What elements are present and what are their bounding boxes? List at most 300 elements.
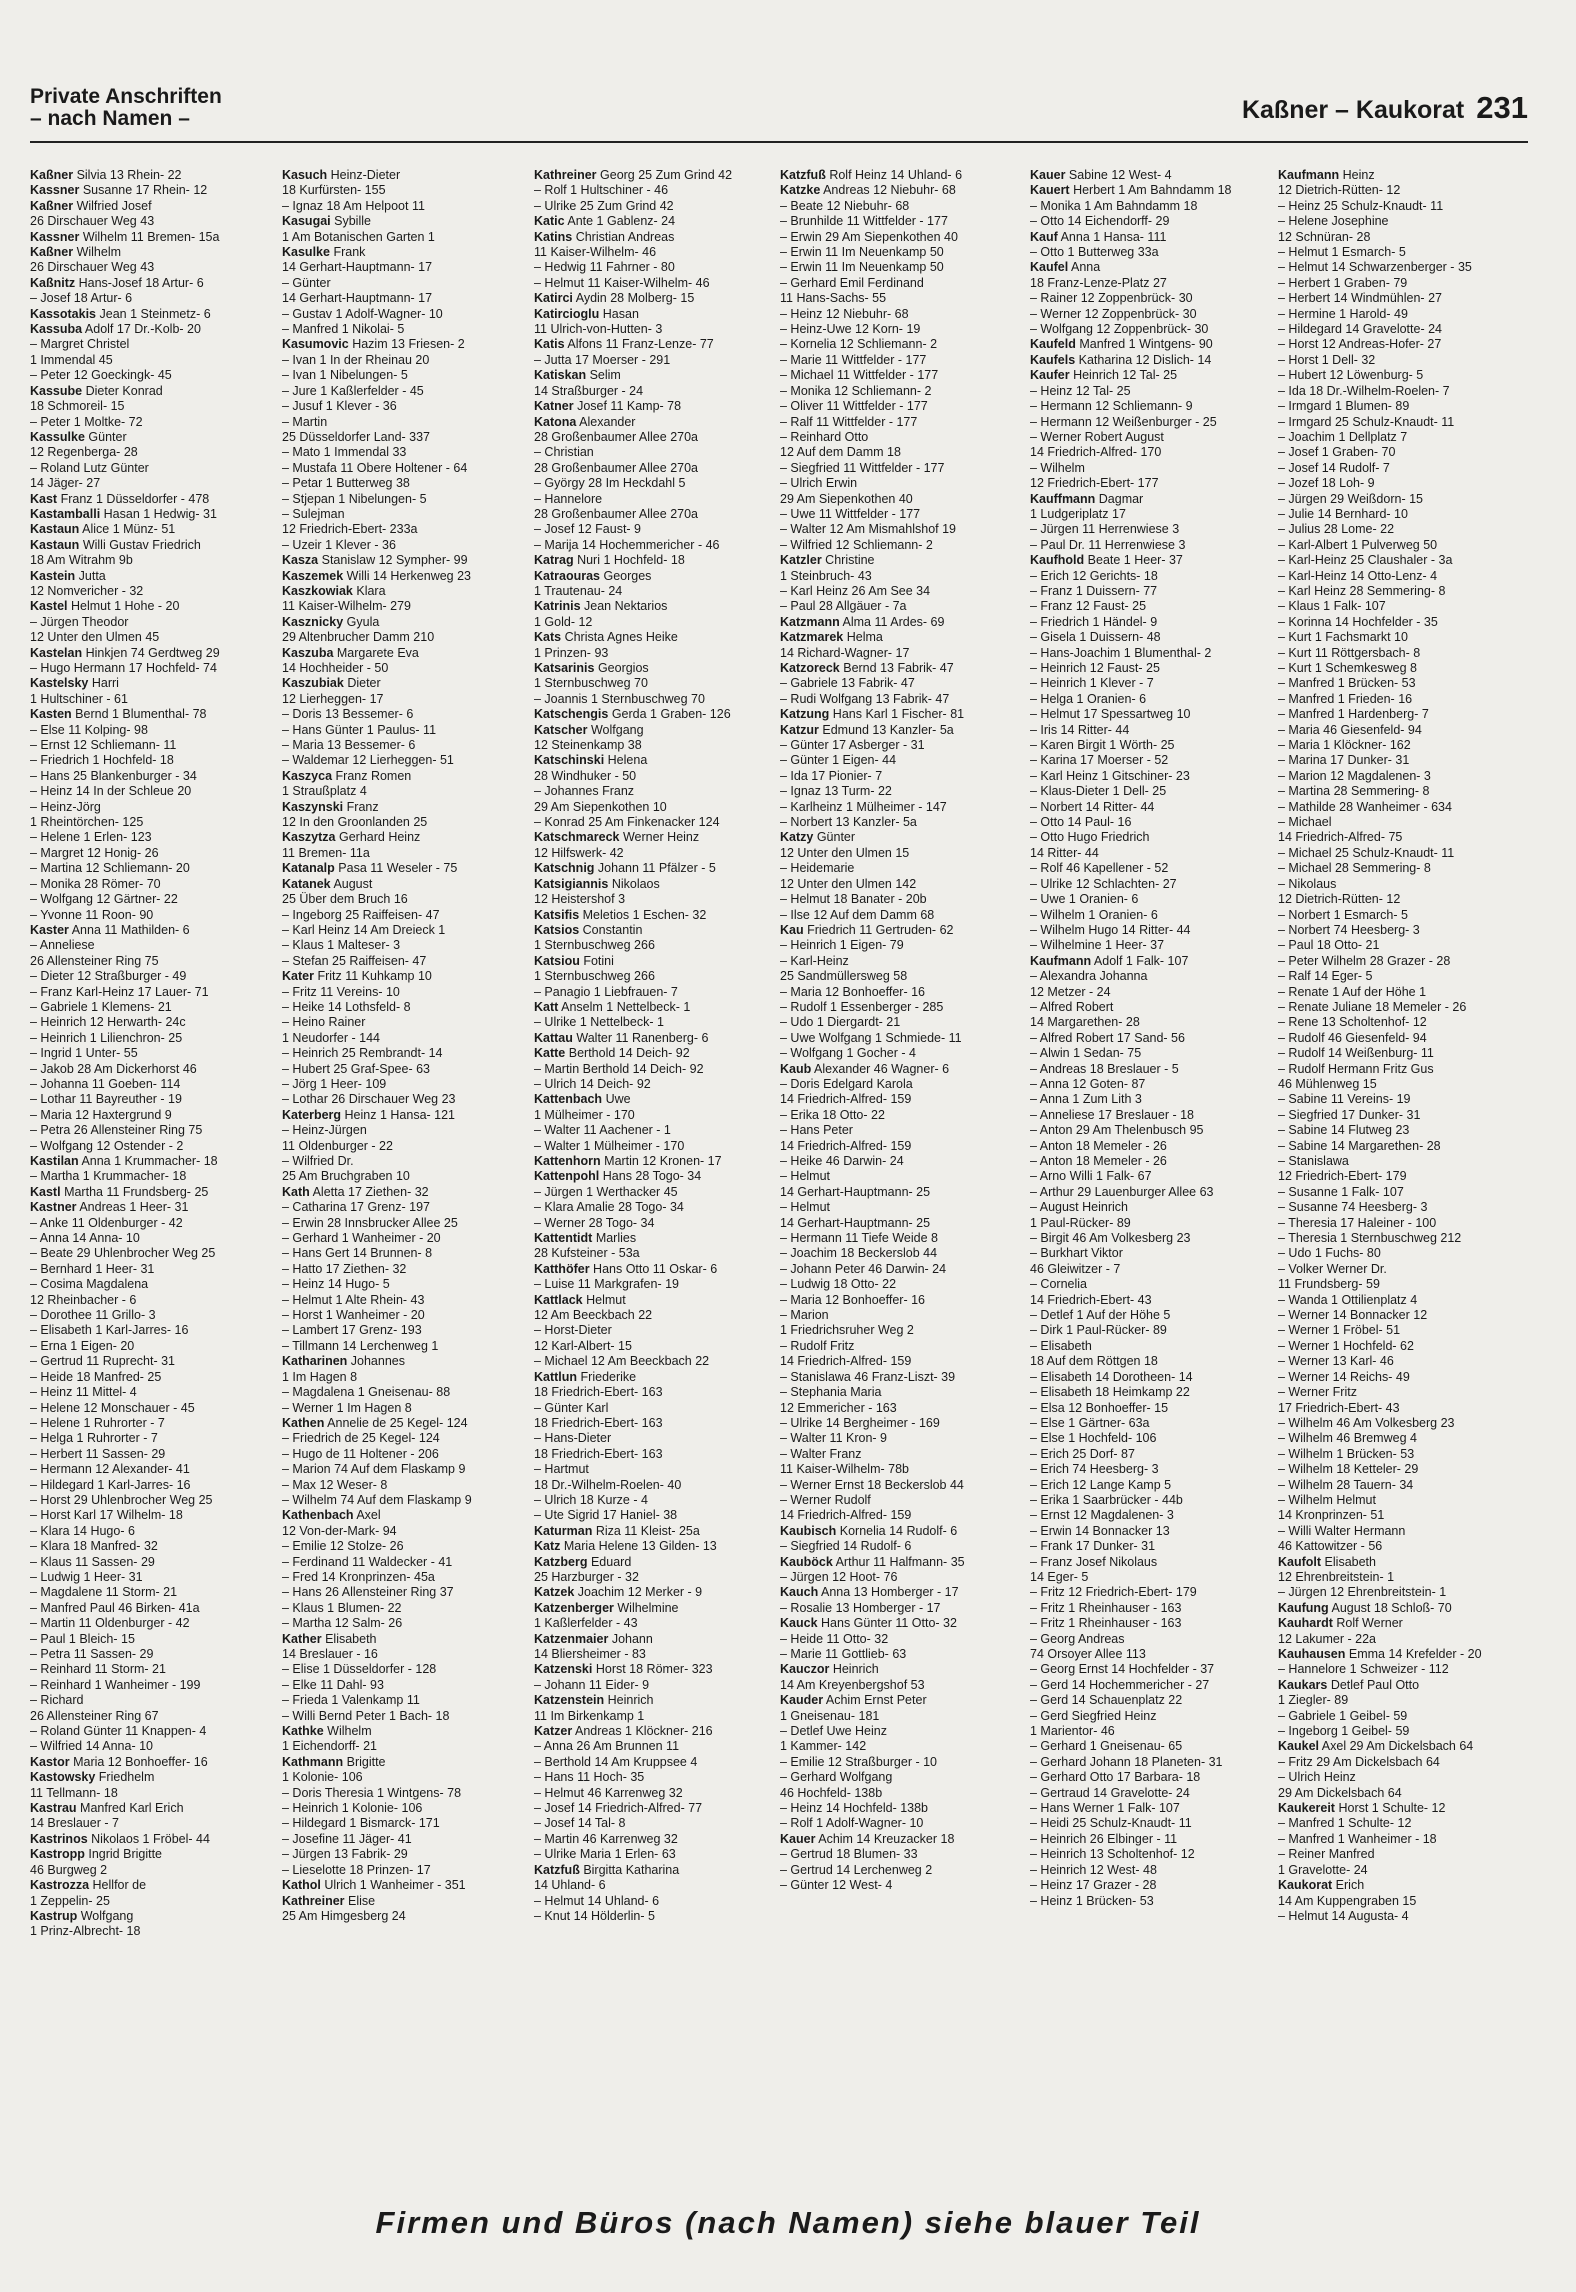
entry-surname: Kattlun <box>534 1369 578 1384</box>
directory-entry <box>282 1539 520 1554</box>
entry-details: – Paul 1 Bleich- 15 <box>30 1631 135 1646</box>
entry-details: – Otto Hugo Friedrich <box>1030 830 1150 845</box>
directory-entry <box>534 1169 772 1184</box>
directory-entry <box>534 1709 772 1724</box>
directory-entry <box>1278 291 1516 306</box>
entry-details: – Joannis 1 Sternbuschweg 70 <box>534 691 705 706</box>
directory-entry <box>282 245 520 260</box>
directory-entry <box>780 599 1018 614</box>
entry-details: Dieter <box>347 676 381 691</box>
directory-entry <box>30 245 268 260</box>
directory-entry <box>282 1401 520 1416</box>
entry-details: – Horst 1 Dell- 32 <box>1278 352 1376 367</box>
entry-details: – Ivan 1 Nibelungen- 5 <box>282 368 408 383</box>
directory-entry <box>1278 245 1516 260</box>
entry-details: – Ignaz 18 Am Helpoot 11 <box>282 198 425 213</box>
directory-entry <box>780 908 1018 923</box>
entry-details: – Anton 29 Am Thelenbusch 95 <box>1030 1123 1204 1138</box>
entry-details: – Helga 1 Ruhrorter - 7 <box>30 1431 158 1446</box>
entry-details: 18 Dr.-Wilhelm-Roelen- 40 <box>534 1477 682 1492</box>
entry-details: – Manfred 1 Wanheimer - 18 <box>1278 1831 1437 1846</box>
directory-entry <box>1030 877 1268 892</box>
directory-entry <box>534 384 772 399</box>
directory-entry <box>282 1616 520 1631</box>
directory-entry <box>780 1770 1018 1785</box>
directory-entry <box>534 1200 772 1215</box>
entry-surname: Katurman <box>534 1523 593 1538</box>
entry-details: – Lothar 11 Bayreuther - 19 <box>30 1092 182 1107</box>
directory-entry <box>1030 1092 1268 1107</box>
directory-entry <box>780 1385 1018 1400</box>
directory-entry <box>534 1770 772 1785</box>
entry-details: – Jürgen 12 Ehrenbreitstein- 1 <box>1278 1585 1447 1600</box>
entry-details: – Kornelia 12 Schliemann- 2 <box>780 337 938 352</box>
entry-details: – Franz Karl-Heinz 17 Lauer- 71 <box>30 984 209 999</box>
directory-entry <box>282 1878 520 1893</box>
entry-details: – Renate Juliane 18 Memeler - 26 <box>1278 999 1467 1014</box>
directory-entry <box>1278 415 1516 430</box>
entry-details: – Petra 11 Sassen- 29 <box>30 1647 154 1661</box>
directory-entry <box>1030 337 1268 352</box>
entry-details: – Sulejman <box>282 506 345 521</box>
entry-details: – Wilhelm 18 Ketteler- 29 <box>1278 1462 1419 1477</box>
directory-entry <box>1030 553 1268 568</box>
entry-details: – Karina 17 Moerser - 52 <box>1030 753 1169 768</box>
directory-entry <box>282 661 520 676</box>
entry-details: Christian Andreas <box>575 229 675 244</box>
entry-details: – Hannelore 1 Schweizer - 112 <box>1278 1662 1449 1677</box>
directory-entry <box>30 1632 268 1647</box>
directory-entry <box>780 1416 1018 1431</box>
directory-entry <box>1278 461 1516 476</box>
entry-details: – Jürgen 11 Herrenwiese 3 <box>1030 522 1180 537</box>
directory-entry <box>534 337 772 352</box>
entry-details: – Julius 28 Lome- 22 <box>1278 522 1395 537</box>
directory-entry <box>282 1739 520 1754</box>
directory-entry <box>1030 923 1268 938</box>
directory-entry <box>534 1539 772 1554</box>
entry-details: – Peter 1 Moltke- 72 <box>30 414 143 429</box>
entry-details: – Günter <box>282 275 331 290</box>
entry-details: – Norbert 1 Esmarch- 5 <box>1278 907 1408 922</box>
directory-entry <box>780 1000 1018 1015</box>
entry-details: 1 Ziegler- 89 <box>1278 1693 1349 1708</box>
directory-entry <box>30 630 268 645</box>
directory-entry <box>534 461 772 476</box>
directory-entry <box>30 507 268 522</box>
entry-details: – Werner 12 Zoppenbrück- 30 <box>1030 306 1197 321</box>
directory-entry <box>534 784 772 799</box>
entry-details: – Walter Franz <box>780 1446 862 1461</box>
entry-surname: Katraouras <box>534 568 600 583</box>
entry-details: Silvia 13 Rhein- 22 <box>76 168 182 182</box>
directory-entry <box>30 1015 268 1030</box>
directory-entry <box>282 815 520 830</box>
directory-entry <box>282 168 520 183</box>
directory-entry <box>534 199 772 214</box>
entry-details: Georg 25 Zum Grind 42 <box>600 168 733 182</box>
entry-details: 11 Hans-Sachs- 55 <box>780 291 887 306</box>
directory-entry <box>30 1616 268 1631</box>
entry-details: Achim Ernst Peter <box>825 1693 927 1708</box>
entry-details: – Martin 46 Karrenweg 32 <box>534 1831 678 1846</box>
entry-details: – Wolfgang 12 Gärtner- 22 <box>30 892 178 907</box>
directory-entry <box>282 476 520 491</box>
directory-entry <box>1278 707 1516 722</box>
directory-entry <box>30 1755 268 1770</box>
entry-details: Aydin 28 Molberg- 15 <box>575 291 695 306</box>
directory-entry <box>30 892 268 907</box>
entry-details: – Rolf 1 Adolf-Wagner- 10 <box>780 1816 924 1831</box>
directory-entry <box>282 1262 520 1277</box>
directory-entry <box>1030 276 1268 291</box>
directory-entry <box>1278 1755 1516 1770</box>
directory-entry <box>780 199 1018 214</box>
directory-entry <box>30 1739 268 1754</box>
directory-entry <box>282 368 520 383</box>
directory-entry <box>282 1863 520 1878</box>
entry-details: – Erwin 14 Bonnacker 13 <box>1030 1523 1170 1538</box>
directory-entry <box>534 538 772 553</box>
entry-details: Hasan 1 Hedwig- 31 <box>103 506 217 521</box>
entry-details: – Lothar 26 Dirschauer Weg 23 <box>282 1092 456 1107</box>
entry-details: 12 Friedrich-Ebert- 179 <box>1278 1169 1407 1184</box>
entry-surname: Katona <box>534 414 577 429</box>
directory-entry <box>534 707 772 722</box>
directory-entry <box>30 1555 268 1570</box>
entry-details: – Hans Peter <box>780 1123 853 1138</box>
entry-details: 12 Unter den Ulmen 142 <box>780 876 917 891</box>
directory-entry <box>780 260 1018 275</box>
directory-entry <box>30 800 268 815</box>
entry-details: 14 Ritter- 44 <box>1030 845 1099 860</box>
entry-surname: Kaszubiak <box>282 676 344 691</box>
directory-entry <box>1278 476 1516 491</box>
entry-details: – Heinz-Jürgen <box>282 1123 367 1138</box>
directory-entry <box>1030 1108 1268 1123</box>
entry-details: – Heinz 1 Brücken- 53 <box>1030 1893 1154 1908</box>
entry-details: 12 In den Groonlanden 25 <box>282 815 428 830</box>
entry-details: 11 Oldenburger - 22 <box>282 1138 393 1153</box>
directory-entry <box>1278 1231 1516 1246</box>
directory-entry <box>1278 522 1516 537</box>
directory-entry <box>534 1354 772 1369</box>
entry-details: August 18 Schloß- 70 <box>1331 1600 1452 1615</box>
entry-surname: Kaub <box>780 1061 812 1076</box>
entry-details: – Franz 1 Duissern- 77 <box>1030 583 1158 598</box>
entry-details: – Mathilde 28 Wanheimer - 634 <box>1278 799 1452 814</box>
entry-details: 18 Friedrich-Ebert- 163 <box>534 1385 663 1400</box>
entry-details: – Hermann 11 Tiefe Weide 8 <box>780 1231 938 1246</box>
directory-entry <box>534 1123 772 1138</box>
directory-entry <box>534 368 772 383</box>
directory-entry <box>534 260 772 275</box>
directory-entry <box>282 569 520 584</box>
entry-details: Anna 1 Krummacher- 18 <box>81 1154 218 1168</box>
entry-details: – Hans Werner 1 Falk- 107 <box>1030 1801 1180 1816</box>
entry-details: Friedhelm <box>98 1770 155 1785</box>
entry-details: Jean 1 Steinmetz- 6 <box>99 306 211 321</box>
directory-entry <box>780 1293 1018 1308</box>
directory-entry <box>780 307 1018 322</box>
directory-entry <box>1278 1046 1516 1061</box>
entry-details: 1 Im Hagen 8 <box>282 1369 358 1384</box>
entry-details: – Erwin 11 Im Neuenkamp 50 <box>780 260 944 275</box>
entry-surname: Katzler <box>780 553 822 568</box>
entry-surname: Katzur <box>780 722 819 737</box>
directory-entry <box>780 1539 1018 1554</box>
entry-details: Horst 18 Römer- 323 <box>595 1662 713 1677</box>
entry-details: Hinkjen 74 Gerdtweg 29 <box>85 645 220 660</box>
entry-details: – Ulrike 12 Schlachten- 27 <box>1030 876 1177 891</box>
entry-surname: Katzenstein <box>534 1693 605 1708</box>
directory-entry <box>30 1277 268 1292</box>
directory-entry <box>1278 1354 1516 1369</box>
directory-entry <box>1278 1508 1516 1523</box>
entry-details: 26 Dirschauer Weg 43 <box>30 214 155 229</box>
entry-details: – Ulrich 18 Kurze - 4 <box>534 1492 648 1507</box>
directory-entry <box>1030 1647 1268 1662</box>
entry-surname: Katsigiannis <box>534 876 609 891</box>
directory-entry <box>282 1169 520 1184</box>
entry-details: – Alexandra Johanna <box>1030 969 1148 984</box>
entry-details: 1 Rheintörchen- 125 <box>30 815 144 830</box>
directory-entry <box>1278 646 1516 661</box>
directory-entry <box>30 1770 268 1785</box>
directory-entry <box>30 1786 268 1801</box>
entry-surname: Kasza <box>282 553 319 568</box>
entry-details: Friedrich 11 Gertruden- 62 <box>807 922 954 937</box>
entry-details: 1 Neudorfer - 144 <box>282 1030 380 1045</box>
entry-details: – Wilhelm 1 Oranien- 6 <box>1030 907 1158 922</box>
directory-entry <box>534 1416 772 1431</box>
directory-column-3 <box>534 168 772 2183</box>
directory-entry <box>1278 1647 1516 1662</box>
entry-details: Selim <box>589 368 621 383</box>
entry-surname: Katharinen <box>282 1354 348 1369</box>
directory-entry <box>780 1878 1018 1893</box>
entry-details: 11 Kaiser-Wilhelm- 78b <box>780 1462 909 1477</box>
directory-entry <box>534 507 772 522</box>
directory-entry <box>780 1647 1018 1662</box>
entry-surname: Kauder <box>780 1693 824 1708</box>
directory-entry <box>1030 692 1268 707</box>
directory-entry <box>534 1493 772 1508</box>
entry-details: – Wolfgang 12 Ostender - 2 <box>30 1138 184 1153</box>
entry-details: – Wilhelm 74 Auf dem Flaskamp 9 <box>282 1492 472 1507</box>
entry-surname: Kast <box>30 491 58 506</box>
directory-entry <box>30 1693 268 1708</box>
entry-details: – Helmut 1 Alte Rhein- 43 <box>282 1292 425 1307</box>
entry-details: – Doris 13 Bessemer- 6 <box>282 707 414 722</box>
entry-surname: Kassner <box>30 229 80 244</box>
directory-entry <box>30 368 268 383</box>
directory-entry <box>1030 615 1268 630</box>
directory-entry <box>282 1632 520 1647</box>
entry-details: – Werner 14 Reichs- 49 <box>1278 1369 1410 1384</box>
directory-entry <box>282 969 520 984</box>
entry-surname: Kaster <box>30 922 69 937</box>
entry-details: – Rudolf Hermann Fritz Gus <box>1278 1061 1434 1076</box>
directory-entry <box>780 337 1018 352</box>
directory-entry <box>1030 199 1268 214</box>
entry-surname: Katzmann <box>780 614 840 629</box>
entry-details: – Erna 1 Eigen- 20 <box>30 1338 135 1353</box>
directory-entry <box>282 307 520 322</box>
directory-entry <box>282 1770 520 1785</box>
entry-details: 14 Bliersheimer - 83 <box>534 1647 646 1661</box>
directory-entry <box>30 1185 268 1200</box>
entry-details: Johann 11 Pfälzer - 5 <box>597 861 716 876</box>
directory-entry <box>534 615 772 630</box>
entry-details: – Willi Walter Hermann <box>1278 1523 1406 1538</box>
entry-details: – Elke 11 Dahl- 93 <box>282 1677 384 1692</box>
directory-entry <box>282 1046 520 1061</box>
entry-details: – Norbert 13 Kanzler- 5a <box>780 815 917 830</box>
entry-details: 12 Dietrich-Rütten- 12 <box>1278 892 1401 907</box>
entry-details: 1 Prinzen- 93 <box>534 645 609 660</box>
directory-entry <box>534 1277 772 1292</box>
entry-details: Harri <box>91 676 119 691</box>
directory-entry <box>780 1478 1018 1493</box>
entry-details: – Hugo Hermann 17 Hochfeld- 74 <box>30 661 217 675</box>
entry-details: – Waldemar 12 Lierheggen- 51 <box>282 753 454 768</box>
entry-surname: Kathol <box>282 1878 321 1893</box>
entry-details: – Nikolaus <box>1278 876 1337 891</box>
entry-details: – Marion <box>780 1308 829 1323</box>
directory-entry <box>30 1709 268 1724</box>
entry-surname: Kauböck <box>780 1554 833 1569</box>
entry-details: – Heinrich 13 Scholtenhof- 12 <box>1030 1847 1195 1862</box>
entry-details: – Magdalene 11 Storm- 21 <box>30 1585 178 1600</box>
directory-entry <box>1278 846 1516 861</box>
entry-details: Wilfried Josef <box>76 198 152 213</box>
directory-entry <box>780 569 1018 584</box>
entry-details: – Wilfried 14 Anna- 10 <box>30 1739 153 1754</box>
entry-details: – Sabine 11 Vereins- 19 <box>1278 1092 1411 1107</box>
entry-surname: Katschmareck <box>534 830 620 845</box>
entry-details: – Arthur 29 Lauenburger Allee 63 <box>1030 1184 1214 1199</box>
entry-details: – Erich 74 Heesberg- 3 <box>1030 1462 1159 1477</box>
directory-entry <box>1278 322 1516 337</box>
entry-details: – Anton 18 Memeler - 26 <box>1030 1154 1167 1168</box>
entry-details: Andreas 1 Heer- 31 <box>79 1200 189 1215</box>
directory-entry <box>534 1894 772 1909</box>
directory-entry <box>1030 1493 1268 1508</box>
entry-details: 1 Eichendorff- 21 <box>282 1739 377 1754</box>
entry-details: Frank <box>333 245 366 260</box>
entry-details: Uwe <box>605 1092 631 1107</box>
entry-details: – Erich 12 Lange Kamp 5 <box>1030 1477 1172 1492</box>
entry-details: – Manfred 1 Frieden- 16 <box>1278 691 1413 706</box>
entry-details: Annelie de 25 Kegel- 124 <box>327 1415 468 1430</box>
directory-entry <box>780 1570 1018 1585</box>
entry-details: – Uwe 11 Wittfelder - 177 <box>780 506 921 521</box>
directory-entry <box>282 954 520 969</box>
directory-entry <box>1278 1293 1516 1308</box>
entry-details: – Gertrud 18 Blumen- 33 <box>780 1847 918 1862</box>
directory-entry <box>1030 1832 1268 1847</box>
directory-entry <box>282 1385 520 1400</box>
entry-surname: Katrag <box>534 553 574 568</box>
directory-entry <box>1278 630 1516 645</box>
entry-details: Wilhelmine <box>617 1600 679 1615</box>
entry-details: – Gerd 14 Schauenplatz 22 <box>1030 1693 1183 1708</box>
entry-details: – Hannelore <box>534 491 603 506</box>
entry-surname: Kastrinos <box>30 1831 88 1846</box>
entry-details: Axel <box>356 1508 381 1523</box>
entry-details: Franz <box>346 799 379 814</box>
entry-details: – Wolfgang 12 Zoppenbrück- 30 <box>1030 322 1209 337</box>
name-range <box>1242 90 1528 126</box>
entry-details: – Arno Willi 1 Falk- 67 <box>1030 1169 1152 1184</box>
directory-entry <box>1030 1154 1268 1169</box>
entry-details: – Michael 11 Wittfelder - 177 <box>780 368 939 383</box>
directory-entry <box>1278 214 1516 229</box>
entry-details: – Marion 12 Magdalenen- 3 <box>1278 768 1431 783</box>
entry-surname: Katzek <box>534 1585 575 1600</box>
entry-surname: Katsios <box>534 922 580 937</box>
directory-entry <box>30 954 268 969</box>
entry-details: – Herbert 14 Windmühlen- 27 <box>1278 291 1442 306</box>
entry-surname: Kastl <box>30 1184 61 1199</box>
directory-entry <box>534 1062 772 1077</box>
directory-entry <box>1278 1031 1516 1046</box>
entry-details: 1 Gold- 12 <box>534 614 593 629</box>
directory-entry <box>1030 1323 1268 1338</box>
entry-details: – Franz 12 Faust- 25 <box>1030 599 1147 614</box>
entry-details: Maria Helene 13 Gilden- 13 <box>563 1539 717 1554</box>
entry-details: – Friedrich 1 Händel- 9 <box>1030 614 1158 629</box>
directory-entry <box>1278 954 1516 969</box>
entry-details: – Wilhelmine 1 Heer- 37 <box>1030 938 1165 953</box>
entry-details: 25 Düsseldorfer Land- 337 <box>282 429 431 444</box>
directory-entry <box>534 1077 772 1092</box>
entry-details: 1 Gravelotte- 24 <box>1278 1862 1368 1877</box>
directory-entry <box>780 1323 1018 1338</box>
directory-entry <box>30 753 268 768</box>
directory-entry <box>30 1524 268 1539</box>
directory-entry <box>780 1062 1018 1077</box>
directory-entry <box>534 1570 772 1585</box>
directory-entry <box>282 1323 520 1338</box>
directory-entry <box>1278 615 1516 630</box>
entry-surname: Kauffmann <box>1030 491 1096 506</box>
directory-entry <box>534 1832 772 1847</box>
directory-entry <box>30 168 268 183</box>
directory-entry <box>1030 183 1268 198</box>
directory-entry <box>1278 1416 1516 1431</box>
entry-details: Heinz 1 Hansa- 121 <box>344 1107 456 1122</box>
entry-details: – Fritz 12 Friedrich-Ebert- 179 <box>1030 1585 1197 1600</box>
entry-details: Andreas 1 Klöckner- 216 <box>575 1724 713 1739</box>
directory-entry <box>534 1616 772 1631</box>
entry-details: 14 Hochheider - 50 <box>282 661 389 675</box>
entry-details: – Josefine 11 Jäger- 41 <box>282 1831 412 1846</box>
entry-details: – Werner 14 Bonnacker 12 <box>1278 1308 1428 1323</box>
directory-entry <box>282 1478 520 1493</box>
entry-details: – Klaus 11 Sassen- 29 <box>30 1554 155 1569</box>
entry-details: – Gerd 14 Hochemmericher - 27 <box>1030 1677 1210 1692</box>
directory-entry <box>1030 399 1268 414</box>
directory-entry <box>1030 1863 1268 1878</box>
entry-details: Andreas 12 Niebuhr- 68 <box>823 183 956 198</box>
entry-details: Arthur 11 Halfmann- 35 <box>835 1554 965 1569</box>
entry-details: Herbert 1 Am Bahndamm 18 <box>1073 183 1232 198</box>
entry-details: Gerda 1 Graben- 126 <box>611 707 731 722</box>
entry-details: – Erika 18 Otto- 22 <box>780 1107 885 1122</box>
entry-details: – Richard <box>30 1693 84 1708</box>
